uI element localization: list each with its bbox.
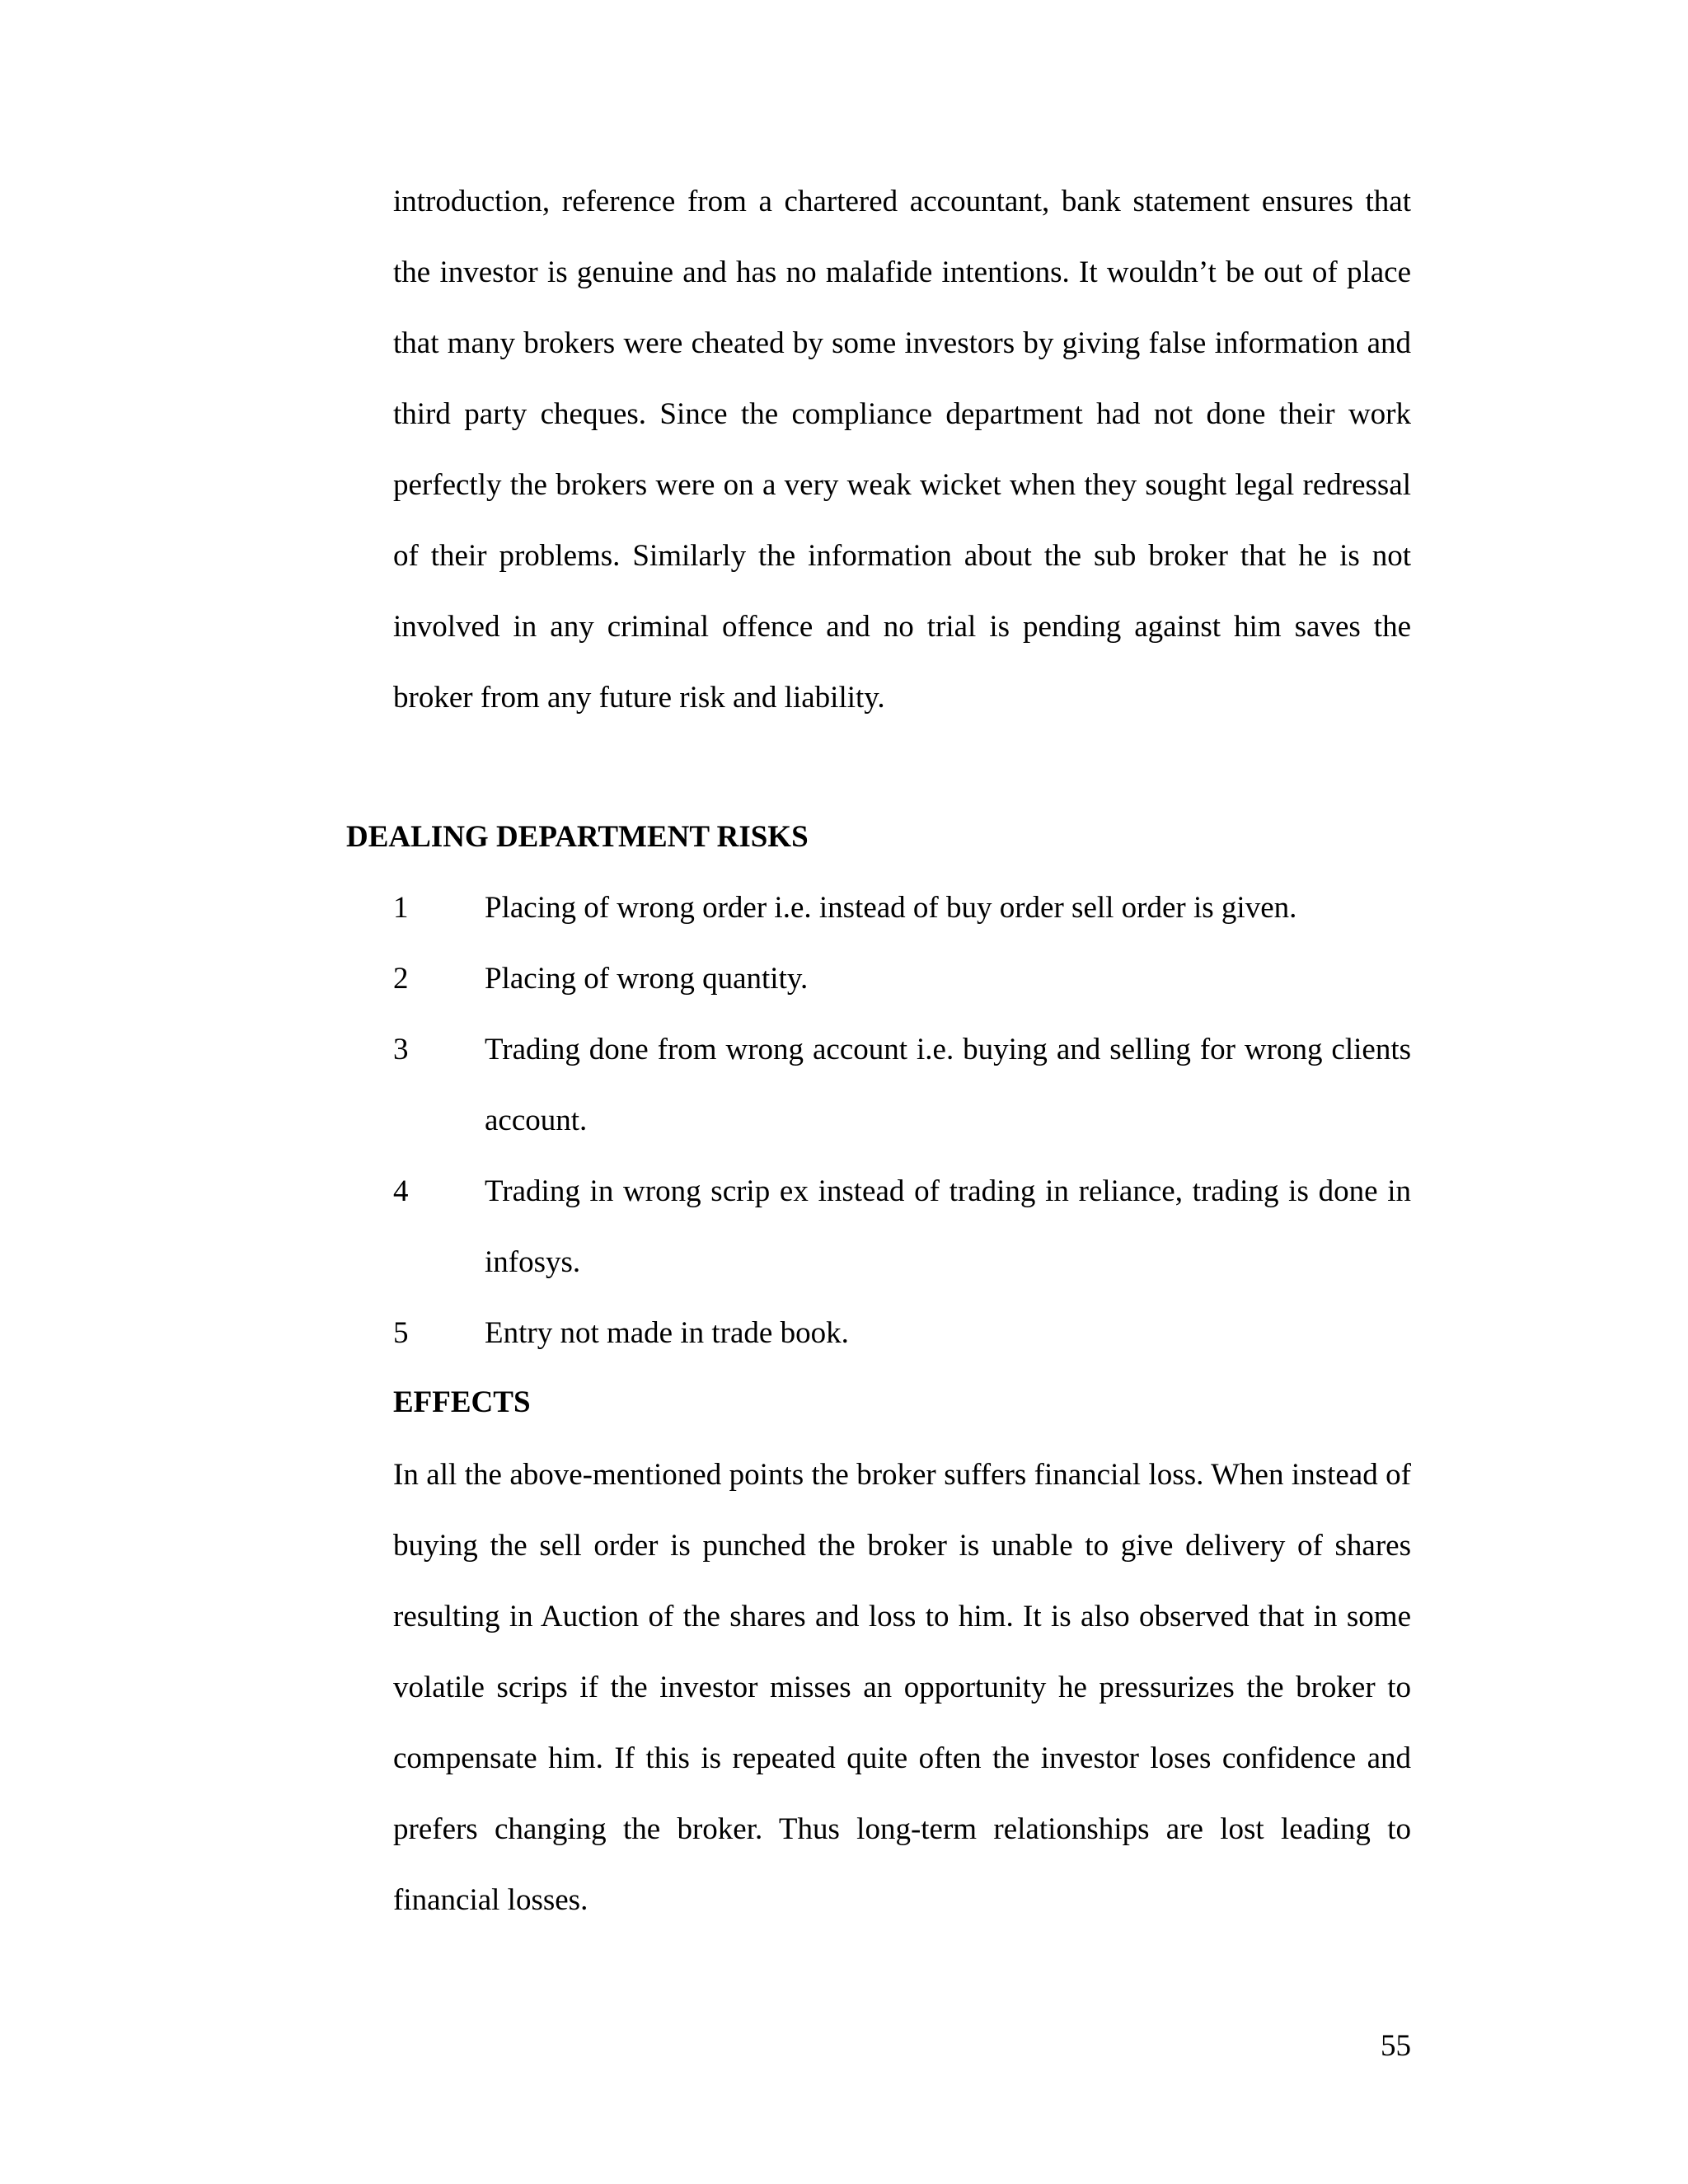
risk-number: 5	[393, 1316, 409, 1350]
risk-item-2	[393, 944, 1411, 1015]
risk-text: Trading in wrong scrip ex instead of trading in reliance, trading is done in infosys.	[485, 1174, 1411, 1279]
risk-text: Entry not made in trade book.	[485, 1316, 849, 1350]
risk-number: 2	[393, 962, 409, 996]
risk-item-1	[393, 873, 1411, 944]
intro-paragraph: introduction, reference from a chartered accountant, bank statement ensures that the investor is genuine and has no malafide intentions. It wouldn’t be out of place that many brokers were cheated by some investors by giving false information and third party cheques. Since the compliance department had not done their work perfectly the brokers were on a very weak wicket when they sought legal redressal of their problems. Similarly the information about the sub broker that he is not involved in any criminal offence and no trial is pending against him saves the broker from any future risk and liability.	[393, 185, 1411, 715]
effects-paragraph: In all the above-mentioned points the broker suffers financial loss. When instead of buying the sell order is punched the broker is unable to give delivery of shares resulting in Auction of the shares and loss to him. It is also observed that in some volatile scrips if the investor misses an opportunity he pressurizes the broker to compensate him. If this is repeated quite often the investor loses confidence and prefers changing the broker. Thus long-term relationships are lost leading to financial losses.	[393, 1458, 1411, 1917]
risk-text: Placing of wrong quantity.	[485, 962, 809, 996]
page-number: 55	[1381, 2029, 1411, 2063]
risk-number: 1	[393, 891, 409, 925]
risk-item-4	[393, 1156, 1411, 1298]
risk-item-5	[393, 1298, 1411, 1369]
risk-item-3	[393, 1015, 1411, 1156]
risk-number: 3	[393, 1033, 409, 1066]
effects-heading: EFFECTS	[393, 1385, 531, 1419]
risk-number: 4	[393, 1174, 409, 1208]
risk-list	[393, 873, 1411, 1369]
dealing-department-risks-heading: DEALING DEPARTMENT RISKS	[346, 820, 809, 854]
risk-text: Trading done from wrong account i.e. buying and selling for wrong clients account.	[485, 1033, 1411, 1137]
risk-text: Placing of wrong order i.e. instead of buy order sell order is given.	[485, 891, 1297, 925]
